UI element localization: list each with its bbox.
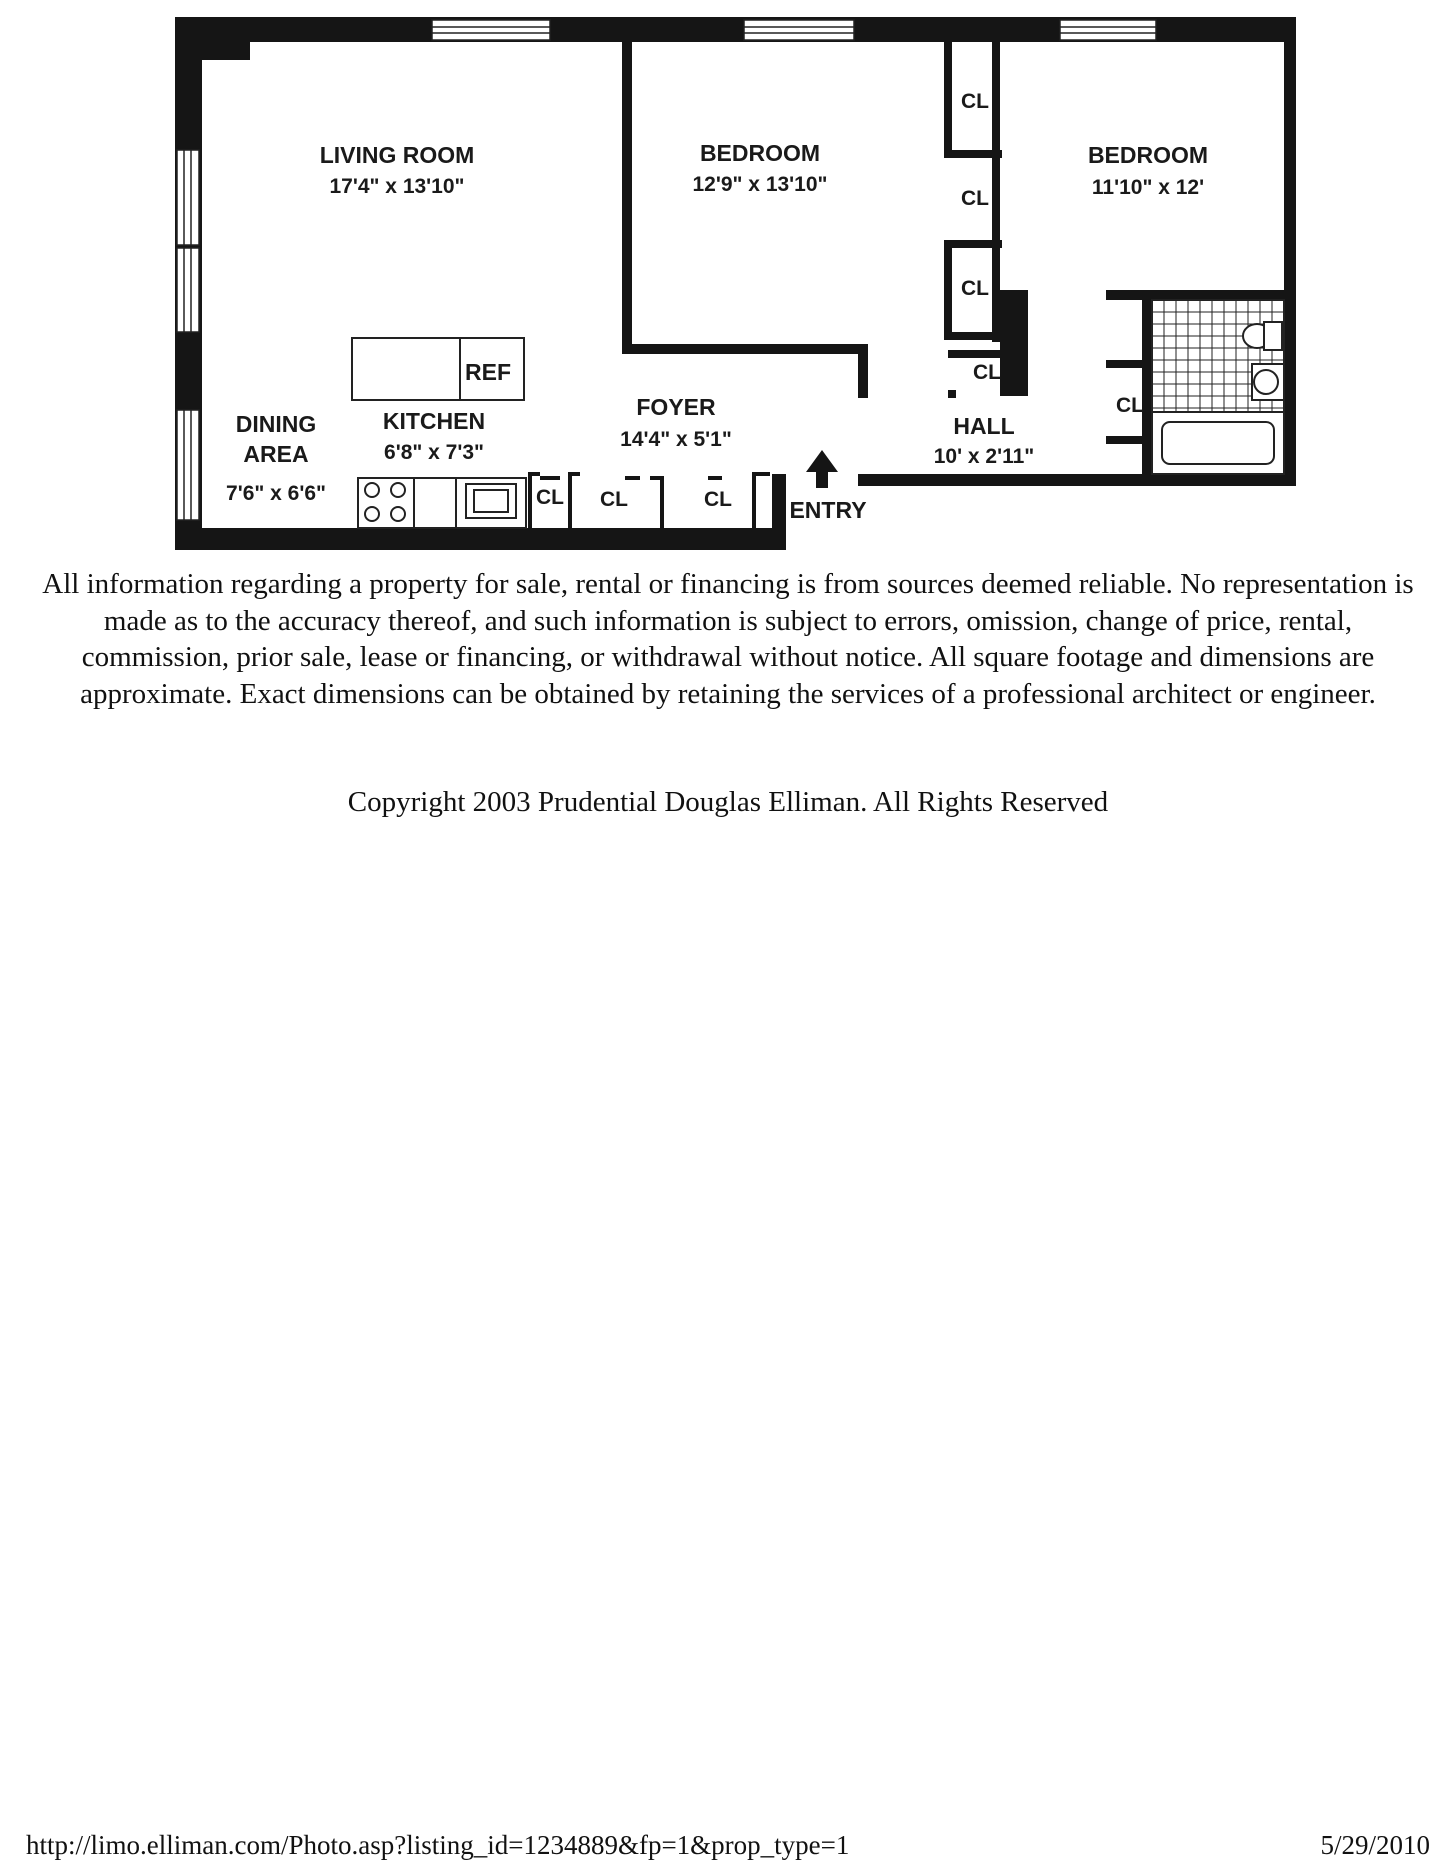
- floor-plan: [0, 0, 1456, 560]
- foyer-dims: 14'4" x 5'1": [620, 428, 732, 451]
- bedroom-1-dims: 12'9" x 13'10": [692, 173, 828, 196]
- kitchen-name: KITCHEN: [382, 408, 486, 434]
- closet-label: CL: [973, 361, 1001, 384]
- footer-date: 5/29/2010: [1320, 1830, 1430, 1860]
- closet-partitions: [530, 474, 770, 528]
- closet-label: CL: [704, 488, 732, 511]
- living-room-name: LIVING ROOM: [319, 142, 475, 168]
- entry-arrow-icon: [806, 450, 838, 488]
- closet-label: CL: [536, 486, 564, 509]
- closet-label: CL: [1116, 394, 1144, 417]
- exterior-walls: [175, 17, 1296, 550]
- room-labels: [226, 140, 1208, 523]
- closet-label: CL: [961, 90, 989, 113]
- disclaimer-text: All information regarding a property for sale, rental or financing is from sources deemed reliable. No representation is made as to the accuracy thereof, and such information is subject to errors, omission, change of price, rental, commission, prior sale, lease or financing, or withdrawal without notice. All square footage and dimensions are approximate. Exact dimensions can be obtained by retaining the services of a professional architect or engineer.: [42, 568, 1414, 710]
- dining-name-1: DINING: [235, 411, 317, 437]
- kitchen-dims: 6'8" x 7'3": [384, 441, 484, 464]
- dining-dims: 7'6" x 6'6": [226, 482, 326, 505]
- bedroom-1-name: BEDROOM: [699, 140, 821, 166]
- closet-label: CL: [961, 277, 989, 300]
- entry-label: ENTRY: [789, 497, 867, 523]
- closet-label: CL: [961, 187, 989, 210]
- living-room-dims: 17'4" x 13'10": [329, 175, 465, 198]
- copyright-text: Copyright 2003 Prudential Douglas Elliman. All Rights Reserved: [347, 786, 1109, 818]
- bedroom-2-name: BEDROOM: [1087, 142, 1209, 168]
- bedroom-2-dims: 11'10" x 12': [1091, 176, 1205, 199]
- closet-label: CL: [600, 488, 628, 511]
- hall-dims: 10' x 2'11": [933, 445, 1035, 468]
- dining-name-2: AREA: [243, 441, 309, 467]
- footer-url: http://limo.elliman.com/Photo.asp?listing_id=1234889&fp=1&prop_type=1: [26, 1830, 850, 1860]
- hall-name: HALL: [953, 413, 1015, 439]
- foyer-name: FOYER: [636, 394, 716, 420]
- ref-label: REF: [465, 359, 511, 385]
